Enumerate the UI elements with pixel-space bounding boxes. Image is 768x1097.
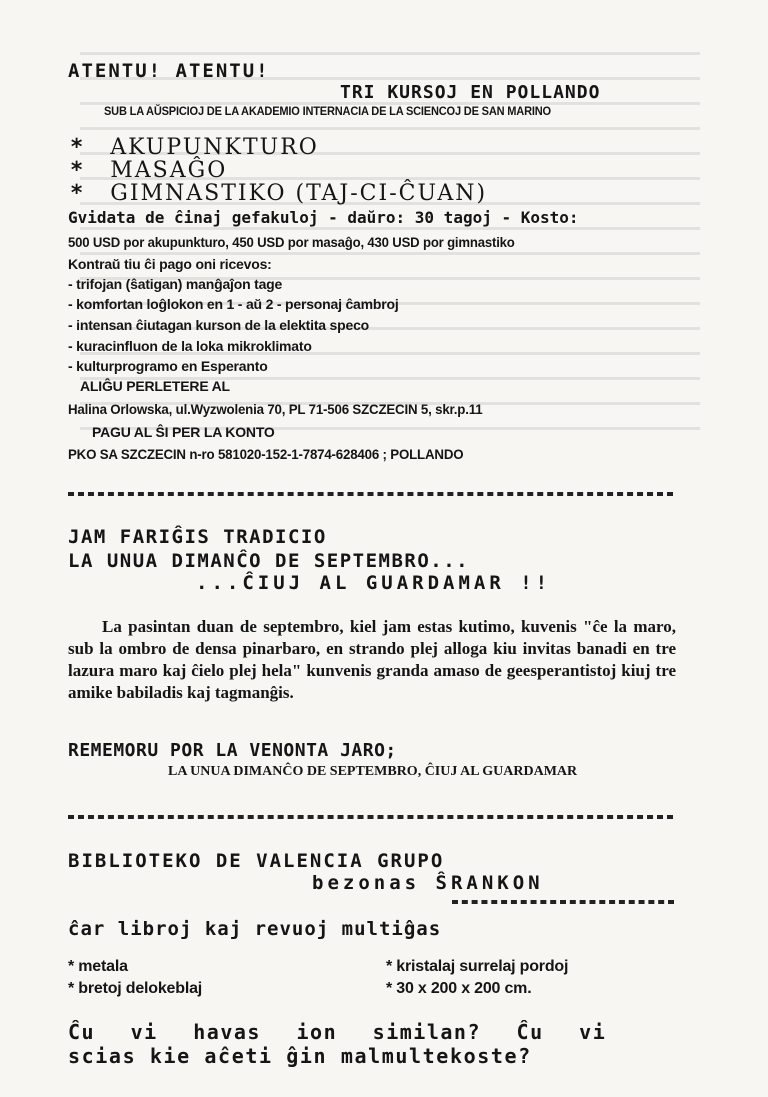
library-question-2: scias kie aĉeti ĝin malmultekoste?	[68, 1044, 532, 1068]
section-divider	[68, 815, 673, 819]
benefit-item: - kuracinfluon de la loka mikroklimato	[68, 338, 312, 354]
benefit-item: - intensan ĉiutagan kurson de la elektita speco	[68, 317, 370, 333]
prices-line: 500 USD por akupunkturo, 450 USD por masaĝo, 430 USD por gimnastiko	[68, 234, 515, 250]
tradition-slogan: ...ĈIUJ AL GUARDAMAR !!	[196, 572, 552, 594]
apply-line: ALIĜU PERLETERE AL	[80, 378, 230, 394]
library-question: Ĉu vi havas ion similan? Ĉu vi	[68, 1020, 607, 1044]
section-divider	[68, 492, 673, 496]
tradition-heading: JAM FARIĜIS TRADICIO	[68, 526, 327, 548]
tradition-paragraph: La pasintan duan de septembro, kiel jam estas kutimo, kuvenis "ĉe la maro, sub la ombro de densa pinarbaro, en strando plej alloga kiu invitas banadi en tre lazura maro kaj ĉielo plej hela" kunvenis granda amaso de geesperantistoj kiuj tre amike babiladis kaj tagmanĝis.	[68, 617, 676, 702]
asterisk-bullet-icon: *	[70, 158, 86, 183]
needs-underline	[452, 900, 674, 904]
benefits-intro: Kontraŭ tiu ĉi pago oni ricevos:	[68, 256, 272, 272]
library-needs: bezonas ŜRANKON	[312, 872, 544, 894]
asterisk-bullet-icon: *	[70, 135, 86, 160]
spec-item: * metala	[68, 958, 128, 975]
courses-title: TRI KURSOJ EN POLLANDO	[340, 82, 601, 103]
sponsor-line: SUB LA AŬSPICIOJ DE LA AKADEMIO INTERNACIA DE LA SCIENCOJ DE SAN MARINO	[104, 104, 551, 118]
account-line: PKO SA SZCZECIN n-ro 581020-152-1-7874-628406 ; POLLANDO	[68, 446, 464, 462]
pay-line: PAGU AL ŜI PER LA KONTO	[92, 424, 275, 440]
asterisk-bullet-icon: *	[70, 181, 86, 206]
address-line: Halina Orlowska, ul.Wyzwolenia 70, PL 71-506 SZCZECIN 5, skr.p.11	[68, 401, 483, 417]
spec-item: * bretoj delokeblaj	[68, 980, 203, 997]
course-item: * AKUPUNKTURO	[70, 135, 319, 160]
benefit-item: - trifojan (ŝatigan) manĝaĵon tage	[68, 276, 283, 292]
guided-line: Gvidata de ĉinaj gefakuloj - daŭro: 30 tagoj - Kosto:	[68, 208, 579, 227]
library-reason: ĉar libroj kaj revuoj multiĝas	[68, 918, 442, 940]
spec-item: * 30 x 200 x 200 cm.	[386, 980, 532, 997]
attention-heading: ATENTU! ATENTU!	[68, 60, 270, 82]
spec-item: * kristalaj surrelaj pordoj	[386, 958, 569, 975]
tradition-date: LA UNUA DIMANĈO DE SEPTEMBRO...	[68, 550, 470, 572]
course-item: * GIMNASTIKO (TAJ-CI-ĈUAN)	[70, 181, 488, 206]
remember-subline: LA UNUA DIMANĈO DE SEPTEMBRO, ĈIUJ AL GUARDAMAR	[168, 764, 578, 779]
library-title: BIBLIOTEKO DE VALENCIA GRUPO	[68, 850, 445, 872]
course-item: * MASAĜO	[70, 158, 228, 183]
benefit-item: - kulturprogramo en Esperanto	[68, 358, 268, 374]
remember-heading: REMEMORU POR LA VENONTA JARO;	[68, 740, 397, 761]
benefit-item: - komfortan loĝlokon en 1 - aŭ 2 - personaj ĉambroj	[68, 296, 399, 312]
